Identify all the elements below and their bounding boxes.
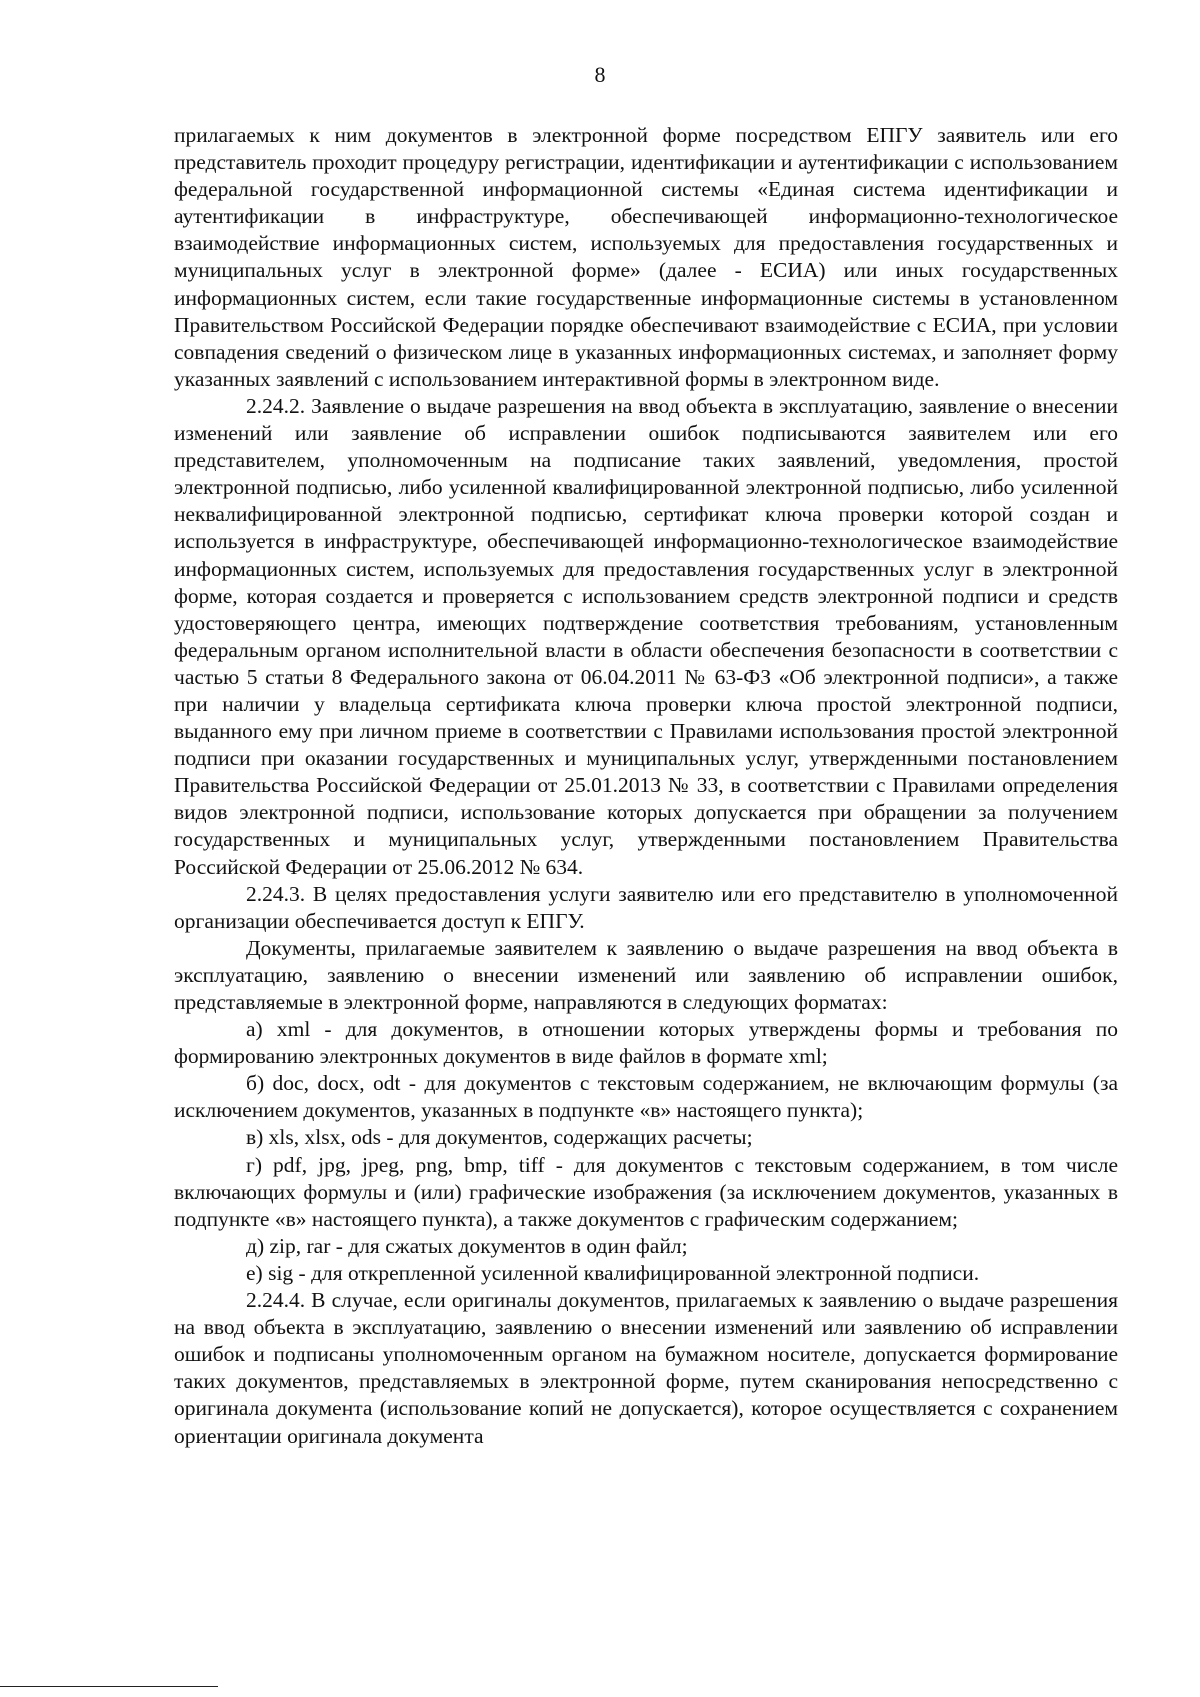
footnote-rule <box>0 1686 218 1687</box>
list-item-sig: е) sig - для открепленной усиленной квалифицированной электронной подписи. <box>246 1260 980 1285</box>
paragraph-2-24-3: 2.24.3. В целях предоставления услуги заявителю или его представителю в уполномоченной организации обеспечивается доступ к ЕПГУ. <box>174 881 1118 933</box>
paragraph-2-24-2: 2.24.2. Заявление о выдаче разрешения на ввод объекта в эксплуатацию, заявление о внесении изменений или заявление об исправлении ошибок подписываются заявителем или его представителем, уполномоченным на подписание таких заявлений, уведомления, простой электронной подписью, либо усиленной квалифицированной электронной подписью, либо усиленной неквалифицированной электронной подписью, сертификат ключа проверки которой создан и используется в инфраструктуре, обеспечивающей информационно-технологическое взаимодействие информационных систем, используемых для предоставления государственных услуг в электронной форме, которая создается и проверяется с использованием средств электронной подписи и средств удостоверяющего центра, имеющих подтверждение соответствия требованиям, установленным федеральным органом исполнительной власти в области обеспечения безопасности в соответствии с частью 5 статьи 8 Федерального закона от 06.04.2011 № 63-ФЗ «Об электронной подписи», а также при наличии у владельца сертификата ключа проверки ключа простой электронной подписи, выданного ему при личном приеме в соответствии с Правилами использования простой электронной подписи при оказании государственных и муниципальных услуг, утвержденными постановлением Правительства Российской Федерации от 25.01.2013 № 33, в соответствии с Правилами определения видов электронной подписи, использование которых допускается при обращении за получением государственных и муниципальных услуг, утвержденными постановлением Правительства Российской Федерации от 25.06.2012 № 634. <box>174 393 1118 879</box>
page-number: 8 <box>594 62 606 87</box>
list-item-xml: а) xml - для документов, в отношении которых утверждены формы и требования по формированию электронных документов в виде файлов в формате xml; <box>174 1017 1118 1069</box>
paragraph-formats-intro: Документы, прилагаемые заявителем к заявлению о выдаче разрешения на ввод объекта в эксплуатацию, заявлению о внесении изменений или заявлению об исправлении ошибок, представляемые в электронной форме, направляются в следующих форматах: <box>174 935 1118 1014</box>
paragraph-continuation: прилагаемых к ним документов в электронной форме посредством ЕПГУ заявитель или его представитель проходит процедуру регистрации, идентификации и аутентификации с использованием федеральной государственной информационной системы «Единая система идентификации и аутентификации в инфраструктуре, обеспечивающей информационно-технологическое взаимодействие информационных систем, используемых для предоставления государственных и муниципальных услуг в электронной форме» (далее - ЕСИА) или иных государственных информационных систем, если такие государственные информационные системы в установленном Правительством Российской Федерации порядке обеспечивают взаимодействие с ЕСИА, при условии совпадения сведений о физическом лице в указанных информационных системах, и заполняет форму указанных заявлений с использованием интерактивной формы в электронном виде. <box>174 123 1118 391</box>
list-item-doc: б) doc, docx, odt - для документов с текстовым содержанием, не включающим формулы (за исключением документов, указанных в подпункте «в» настоящего пункта); <box>174 1071 1118 1123</box>
list-item-pdf: г) pdf, jpg, jpeg, png, bmp, tiff - для документов с текстовым содержанием, в том числе включающих формулы и (или) графические изображения (за исключением документов, указанных в подпункте «в» настоящего пункта), а также документов с графическим содержанием; <box>174 1152 1118 1231</box>
list-item-xls: в) xls, xlsx, ods - для документов, содержащих расчеты; <box>246 1125 753 1150</box>
document-body <box>174 122 1118 1450</box>
paragraph-2-24-4: 2.24.4. В случае, если оригиналы документов, прилагаемых к заявлению о выдаче разрешения на ввод объекта в эксплуатацию, заявлению о внесении изменений или заявлению об исправлении ошибок и подписаны уполномоченным органом на бумажном носителе, допускается формирование таких документов, представляемых в электронной форме, путем сканирования непосредственно с оригинала документа (использование копий не допускается), которое осуществляется с сохранением ориентации оригинала документа <box>174 1288 1118 1448</box>
list-item-zip: д) zip, rar - для сжатых документов в один файл; <box>246 1233 688 1258</box>
